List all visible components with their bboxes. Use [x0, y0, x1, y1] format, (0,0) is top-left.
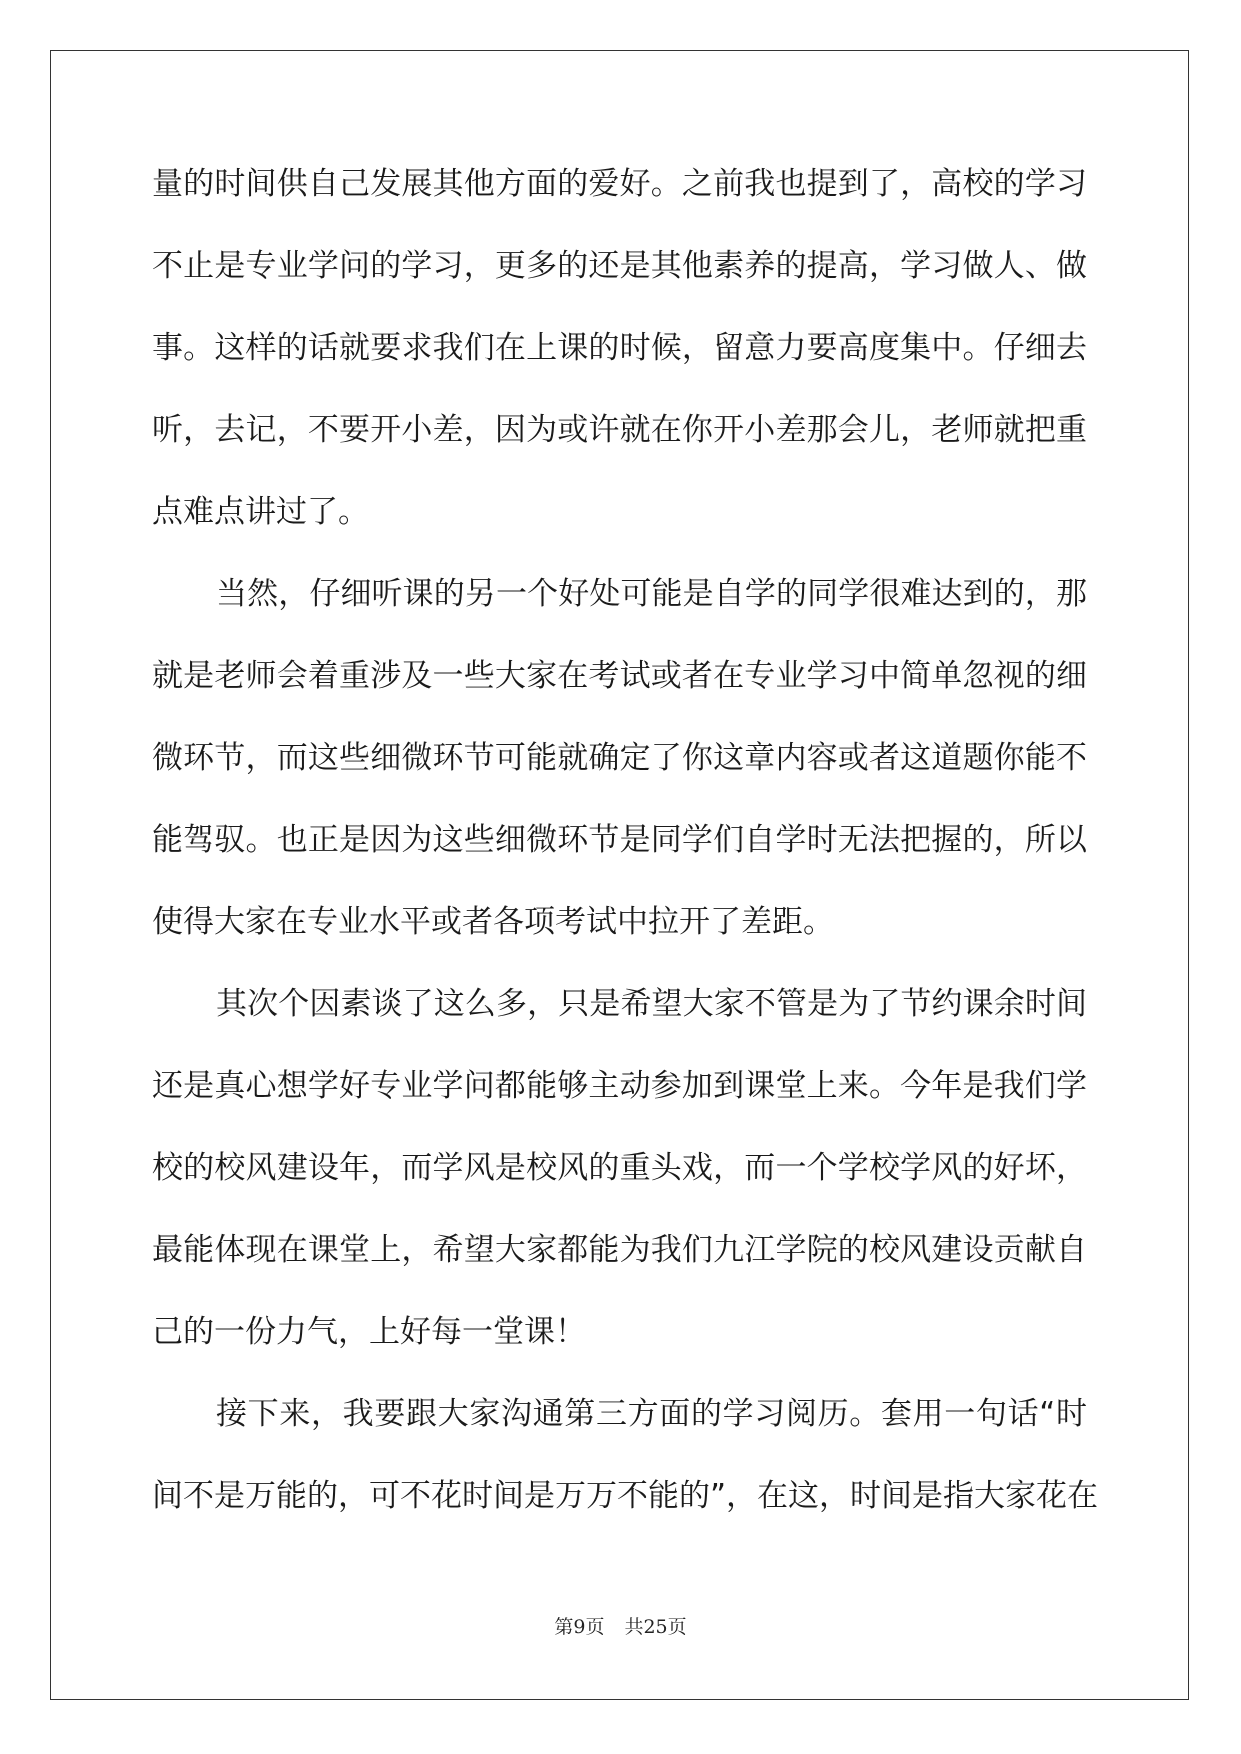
document-body: [152, 160, 1099, 1554]
text-line: 校的校风建设年，而学风是校风的重头戏，而一个学校学风的好坏，: [152, 1150, 1087, 1186]
text-line: 还是真心想学好专业学问都能够主动参加到课堂上来。今年是我们学: [152, 1068, 1087, 1104]
paragraph-1: [152, 160, 1087, 570]
text-line: 使得大家在专业水平或者各项考试中拉开了差距。: [152, 904, 834, 940]
text-line: 微环节，而这些细微环节可能就确定了你这章内容或者这道题你能不: [152, 740, 1087, 776]
current-page-number: 第9页: [554, 1616, 605, 1638]
paragraph-4: [152, 1390, 1099, 1554]
text-line: 间不是万能的，可不花时间是万万不能的”，在这，时间是指大家花在: [152, 1478, 1099, 1514]
text-line: 听，去记，不要开小差，因为或许就在你开小差那会儿，老师就把重: [152, 412, 1087, 448]
paragraph-3: [152, 980, 1087, 1390]
total-page-count: 共25页: [624, 1616, 687, 1638]
text-line: 己的一份力气，上好每一堂课！: [152, 1314, 586, 1350]
text-line: 不止是专业学问的学习，更多的还是其他素养的提高，学习做人、做: [152, 248, 1087, 284]
text-line: 点难点讲过了。: [152, 494, 369, 530]
page-footer: [0, 1612, 1241, 1639]
text-line: 接下来，我要跟大家沟通第三方面的学习阅历。套用一句话“时: [216, 1396, 1087, 1432]
text-line: 其次个因素谈了这么多，只是希望大家不管是为了节约课余时间: [216, 986, 1087, 1022]
text-line: 量的时间供自己发展其他方面的爱好。之前我也提到了，高校的学习: [152, 166, 1087, 202]
text-line: 当然，仔细听课的另一个好处可能是自学的同学很难达到的，那: [216, 576, 1087, 612]
text-line: 能驾驭。也正是因为这些细微环节是同学们自学时无法把握的，所以: [152, 822, 1087, 858]
text-line: 最能体现在课堂上，希望大家都能为我们九江学院的校风建设贡献自: [152, 1232, 1087, 1268]
text-line: 事。这样的话就要求我们在上课的时候，留意力要高度集中。仔细去: [152, 330, 1087, 366]
paragraph-2: [152, 570, 1087, 980]
text-line: 就是老师会着重涉及一些大家在考试或者在专业学习中简单忽视的细: [152, 658, 1087, 694]
